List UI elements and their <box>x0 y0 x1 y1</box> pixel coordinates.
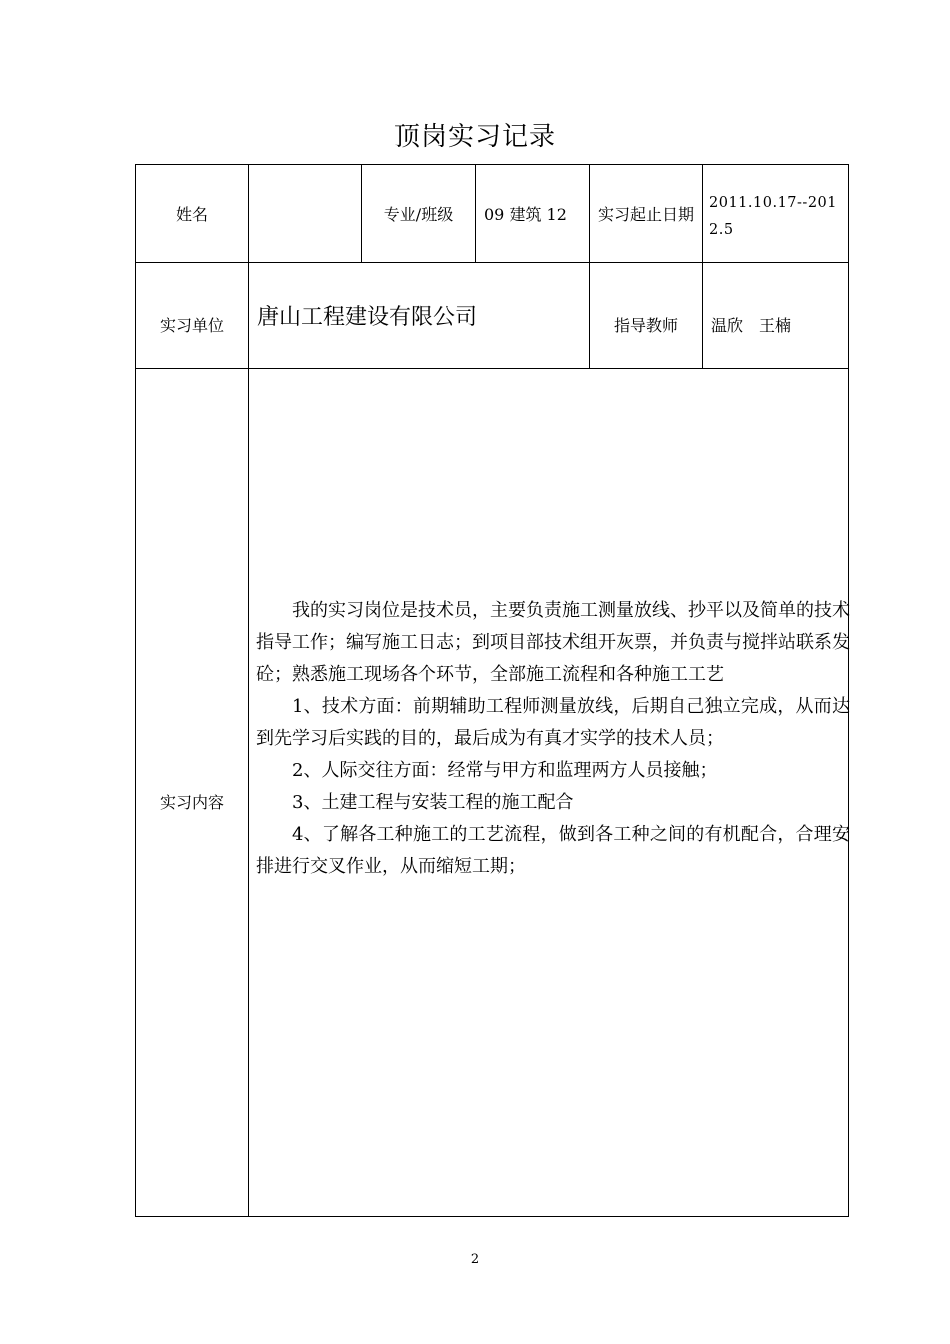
page-number: 2 <box>470 1252 480 1267</box>
unit-value: 唐山工程建设有限公司 <box>257 305 478 330</box>
content-body <box>256 595 850 883</box>
teacher-label: 指导教师 <box>613 315 678 335</box>
page-title: 顶岗实习记录 <box>393 122 556 152</box>
content-paragraph: 3、土建工程与安装工程的施工配合 <box>292 792 574 813</box>
content-paragraph: 2、人际交往方面：经常与甲方和监理两方人员接触； <box>292 760 718 781</box>
content-paragraph: 1、技术方面：前期辅助工程师测量放线，后期自己独立完成，从而达到先学习后实践的目的，最后成为有真才实学的技术人员； <box>256 696 850 749</box>
content-paragraph: 4、了解各工种施工的工艺流程，做到各工种之间的有机配合，合理安排进行交叉作业，从而缩短工期； <box>256 824 850 877</box>
name-label: 姓名 <box>175 205 208 224</box>
unit-label: 实习单位 <box>159 315 224 335</box>
period-label: 实习起止日期 <box>597 205 694 224</box>
content-label: 实习内容 <box>159 792 224 812</box>
teacher-value: 温欣 王楠 <box>711 315 792 335</box>
major-class-value: 09 建筑 12 <box>484 205 567 224</box>
period-value: 2011.10.17--2012.5 <box>709 195 837 238</box>
content-paragraph: 我的实习岗位是技术员，主要负责施工测量放线、抄平以及简单的技术指导工作；编写施工日志；到项目部技术组开灰票，并负责与搅拌站联系发砼；熟悉施工现场各个环节，全部施工流程和各种施工工艺 <box>256 600 850 685</box>
name-value <box>249 165 361 262</box>
major-class-label: 专业/班级 <box>383 205 454 224</box>
